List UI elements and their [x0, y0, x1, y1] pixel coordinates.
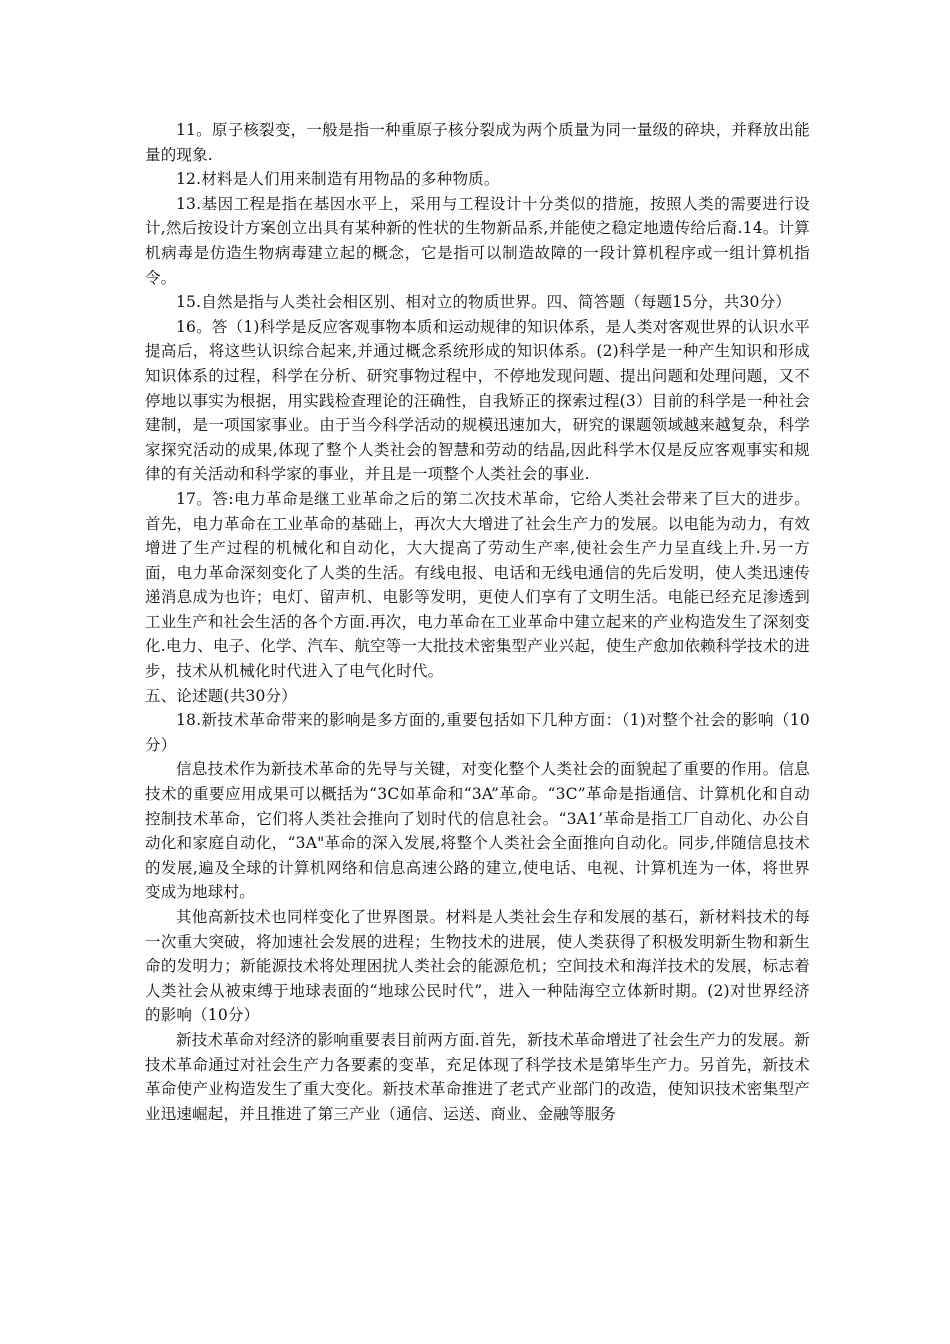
paragraph-definition-nature: 15.自然是指与人类社会相区别、相对立的物质世界。四、简答题（每题15分，共30分） — [176, 293, 791, 312]
paragraph-definition-genetic-engineering: 13.基因工程是指在基因水平上，采用与工程设计十分类似的措施，按照人类的需要进行设计,然后按设计方案创立出具有某种新的性状的生物新品系,并能使之稳定地遗传给后裔.14。计算机病毒是仿造生物病毒建立起的概念，它是指可以制造故障的一段计算机程序或一组计算机指令。 — [145, 194, 810, 287]
section-heading-essay: 五、论述题(共30分） — [145, 686, 297, 705]
paragraph-answer-18-intro: 18.新技术革命带来的影响是多方面的,重要包括如下几种方面：（1)对整个社会的影响（10分） — [145, 711, 810, 754]
paragraph-definition-materials: 12.材料是人们用来制造有用物品的多种物质。 — [176, 170, 500, 189]
paragraph-answer-16: 16。答（1)科学是反应客观事物本质和运动规律的知识体系，是人类对客观世界的认识水平提高后，将这些认识综合起来,并通过概念系统形成的知识体系。(2)科学是一种产生知识和形成知识体系的过程，科学在分析、研究事物过程中，不停地发现问题、提出问题和处理问题，又不停地以事实为根据，用实践检查理论的汪确性，自我矫正的探索过程(3）目前的科学是一种社会建制，是一项国家事业。由于当今科学活动的规模迅速加大，研究的课题领域越来越复杂，科学家探究活动的成果,体现了整个人类社会的智慧和劳动的结晶,因此科学木仅是反应客观事实和规律的有关活动和科学家的事业，并且是一项整个人类社会的事业. — [145, 317, 810, 484]
document-page — [145, 118, 810, 1126]
paragraph-information-technology: 信息技术作为新技术革命的先导与关键，对变化整个人类社会的面貌起了重要的作用。信息技术的重要应用成果可以概括为“3C如革命和“3A”革命。“3C”革命是指通信、计算机化和自动控制技术革命，它们将人类社会推向了划时代的信息社会。“3A1’革命是指工厂自动化、办公自动化和家庭自动化，“3A"革命的深入发展,将整个人类社会全面推向自动化。同步,伴随信息技术的发展,遍及全球的计算机网络和信息高速公路的建立,使电话、电视、计算机连为一体，将世界变成为地球村。 — [145, 760, 810, 902]
paragraph-answer-17: 17。答:电力革命是继工业革命之后的第二次技术革命，它给人类社会带来了巨大的进步。首先，电力革命在工业革命的基础上，再次大大增进了社会生产力的发展。以电能为动力，有效增进了生产过程的机械化和自动化，大大提高了劳动生产率,使社会生产力呈直线上升.另一方面，电力革命深刻变化了人类的生活。有线电报、电话和无线电通信的先后发明，使人类迅速传递消息成为也许；电灯、留声机、电影等发明，更使人们享有了文明生活。电能已经充足渗透到工业生产和社会生活的各个方面.再次，电力革命在工业革命中建立起来的产业构造发生了深刻变化.电力、电子、化学、汽车、航空等一大批技术密集型产业兴起，使生产愈加依赖科学技术的进步，技术从机械化时代进入了电气化时代。 — [145, 489, 810, 681]
paragraph-economic-impact: 新技术革命对经济的影响重要表目前两方面.首先，新技术革命增进了社会生产力的发展。新技术革命通过对社会生产力各要素的变革，充足体现了科学技术是第毕生产力。另首先，新技术革命使产业构造发生了重大变化。新技术革命推进了老式产业部门的改造，使知识技术密集型产业迅速崛起，并且推进了第三产业（通信、运送、商业、金融等服务 — [145, 1030, 810, 1123]
paragraph-other-high-tech: 其他高新技术也同样变化了世界图景。材料是人类社会生存和发展的基石，新材料技术的每一次重大突破，将加速社会发展的进程；生物技术的进展，使人类获得了积极发明新生物和新生命的发明力；新能源技术将处理困扰人类社会的能源危机；空间技术和海洋技术的发展，标志着人类社会从被束缚于地球表面的“地球公民时代”，进入一种陆海空立体新时期。(2)对世界经济的影响（10分） — [145, 908, 810, 1025]
paragraph-definition-nuclear-fission: 11。原子核裂变，一般是指一种重原子核分裂成为两个质量为同一量级的碎块，并释放出能量的现象. — [145, 121, 810, 164]
